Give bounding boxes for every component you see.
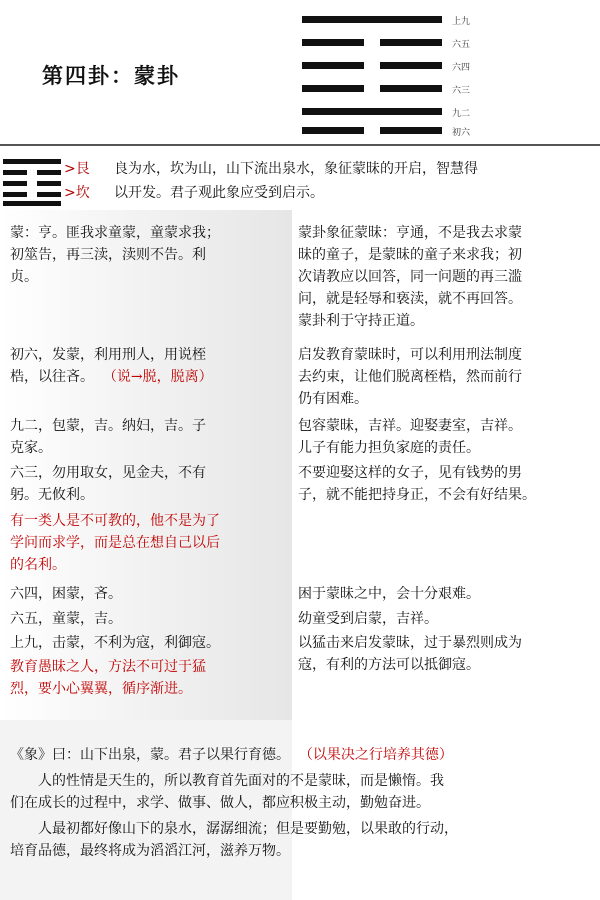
annotation-note: （说→脱，脱离）	[102, 369, 213, 385]
line-translation-liusi: 困于蒙昧之中，会十分艰难。	[298, 586, 480, 602]
line-label: 九二	[452, 109, 471, 119]
hexagram-line-broken	[302, 39, 442, 46]
line-translation-jiuer: 包容蒙昧，吉祥。迎娶妻室，吉祥。 儿子有能力担负家庭的责任。	[298, 418, 522, 456]
hexagram-line-solid	[302, 16, 442, 23]
line-label: 上九	[452, 17, 471, 27]
trigram-icon	[3, 157, 61, 207]
commentary-red: 有一类人是不可教的，他不是为了 学问而求学，而是总在想自己以后 的名利。	[10, 513, 220, 573]
hexagram-line-broken	[302, 62, 442, 69]
divider	[0, 144, 600, 146]
hexagram-line-solid	[302, 108, 442, 115]
line-text-jiuer: 九二，包蒙，吉。纳妇，吉。子 克家。	[10, 418, 206, 456]
line-text-liuwu: 六五，童蒙，吉。	[10, 611, 122, 627]
xiang-line: 《象》曰：山下出泉，蒙。君子以果行育德。 （以果决之行培养其德）	[10, 747, 453, 763]
trigram-text: 以开发。君子观此象应受到启示。	[114, 185, 324, 201]
line-translation-liuwu: 幼童受到启蒙，吉祥。	[298, 611, 438, 627]
trigram-lower-label: >坎	[64, 185, 90, 201]
line-text-liusan: 六三，勿用取女，见金夫，不有 躬。无攸利。	[10, 465, 206, 503]
line-translation-chuliu: 启发教育蒙昧时，可以利用刑法制度 去约束，让他们脱离桎梏，然而前行 仍有困难。	[298, 347, 522, 407]
xiang-note: （以果决之行培养其德）	[298, 747, 453, 763]
judgment-translation: 蒙卦象征蒙昧：亨通，不是我去求蒙 昧的童子，是蒙昧的童子来求我；初 次请教应以回答，同一问题的再三滥 问，就是轻辱和亵渎，就不再回答。 蒙卦利于守持正道。	[298, 225, 522, 329]
hexagram-meng-icon	[302, 10, 482, 138]
line-text-liusi: 六四，困蒙，吝。	[10, 586, 122, 602]
line-label: 初六	[452, 128, 471, 138]
trigram-text: 良为水，坎为山，山下流出泉水，象征蒙昧的开启，智慧得	[114, 161, 478, 177]
line-text-shangjiu: 上九，击蒙，不利为寇，利御寇。	[10, 635, 220, 651]
judgment-text: 蒙：亨。匪我求童蒙，童蒙求我； 初筮告，再三渎，渎则不告。利 贞。	[10, 225, 220, 285]
xiang-paragraph-2: 人最初都好像山下的泉水，潺潺细流；但是要勤勉，以果敢的行动， 培育品德，最终将成为滔滔江河，滋养万物。	[10, 821, 458, 859]
xiang-paragraph-1: 人的性情是天生的，所以教育首先面对的不是蒙昧，而是懒惰。我 们在成长的过程中，求学、做事、做人，都应积极主动，勤勉奋进。	[10, 773, 444, 811]
trigram-upper-label: >艮	[64, 161, 90, 177]
line-text-chuliu: 初六，发蒙，利用刑人，用说桎 梏，以往吝。 （说→脱，脱离）	[10, 347, 213, 385]
line-label: 六五	[452, 40, 471, 50]
line-translation-liusan: 不要迎娶这样的女子，见有钱势的男 子，就不能把持身正，不会有好结果。	[298, 465, 536, 503]
hexagram-line-broken	[302, 85, 442, 92]
line-translation-shangjiu: 以猛击来启发蒙昧，过于暴烈则成为 寇，有利的方法可以抵御寇。	[298, 635, 522, 673]
header	[0, 0, 600, 140]
hexagram-line-broken	[302, 127, 442, 134]
page-title: 第四卦：蒙卦	[42, 64, 180, 88]
line-label: 六三	[452, 86, 471, 96]
commentary-red: 教育愚昧之人，方法不可过于猛 烈，要小心翼翼，循序渐进。	[10, 659, 206, 697]
line-label: 六四	[452, 63, 471, 73]
